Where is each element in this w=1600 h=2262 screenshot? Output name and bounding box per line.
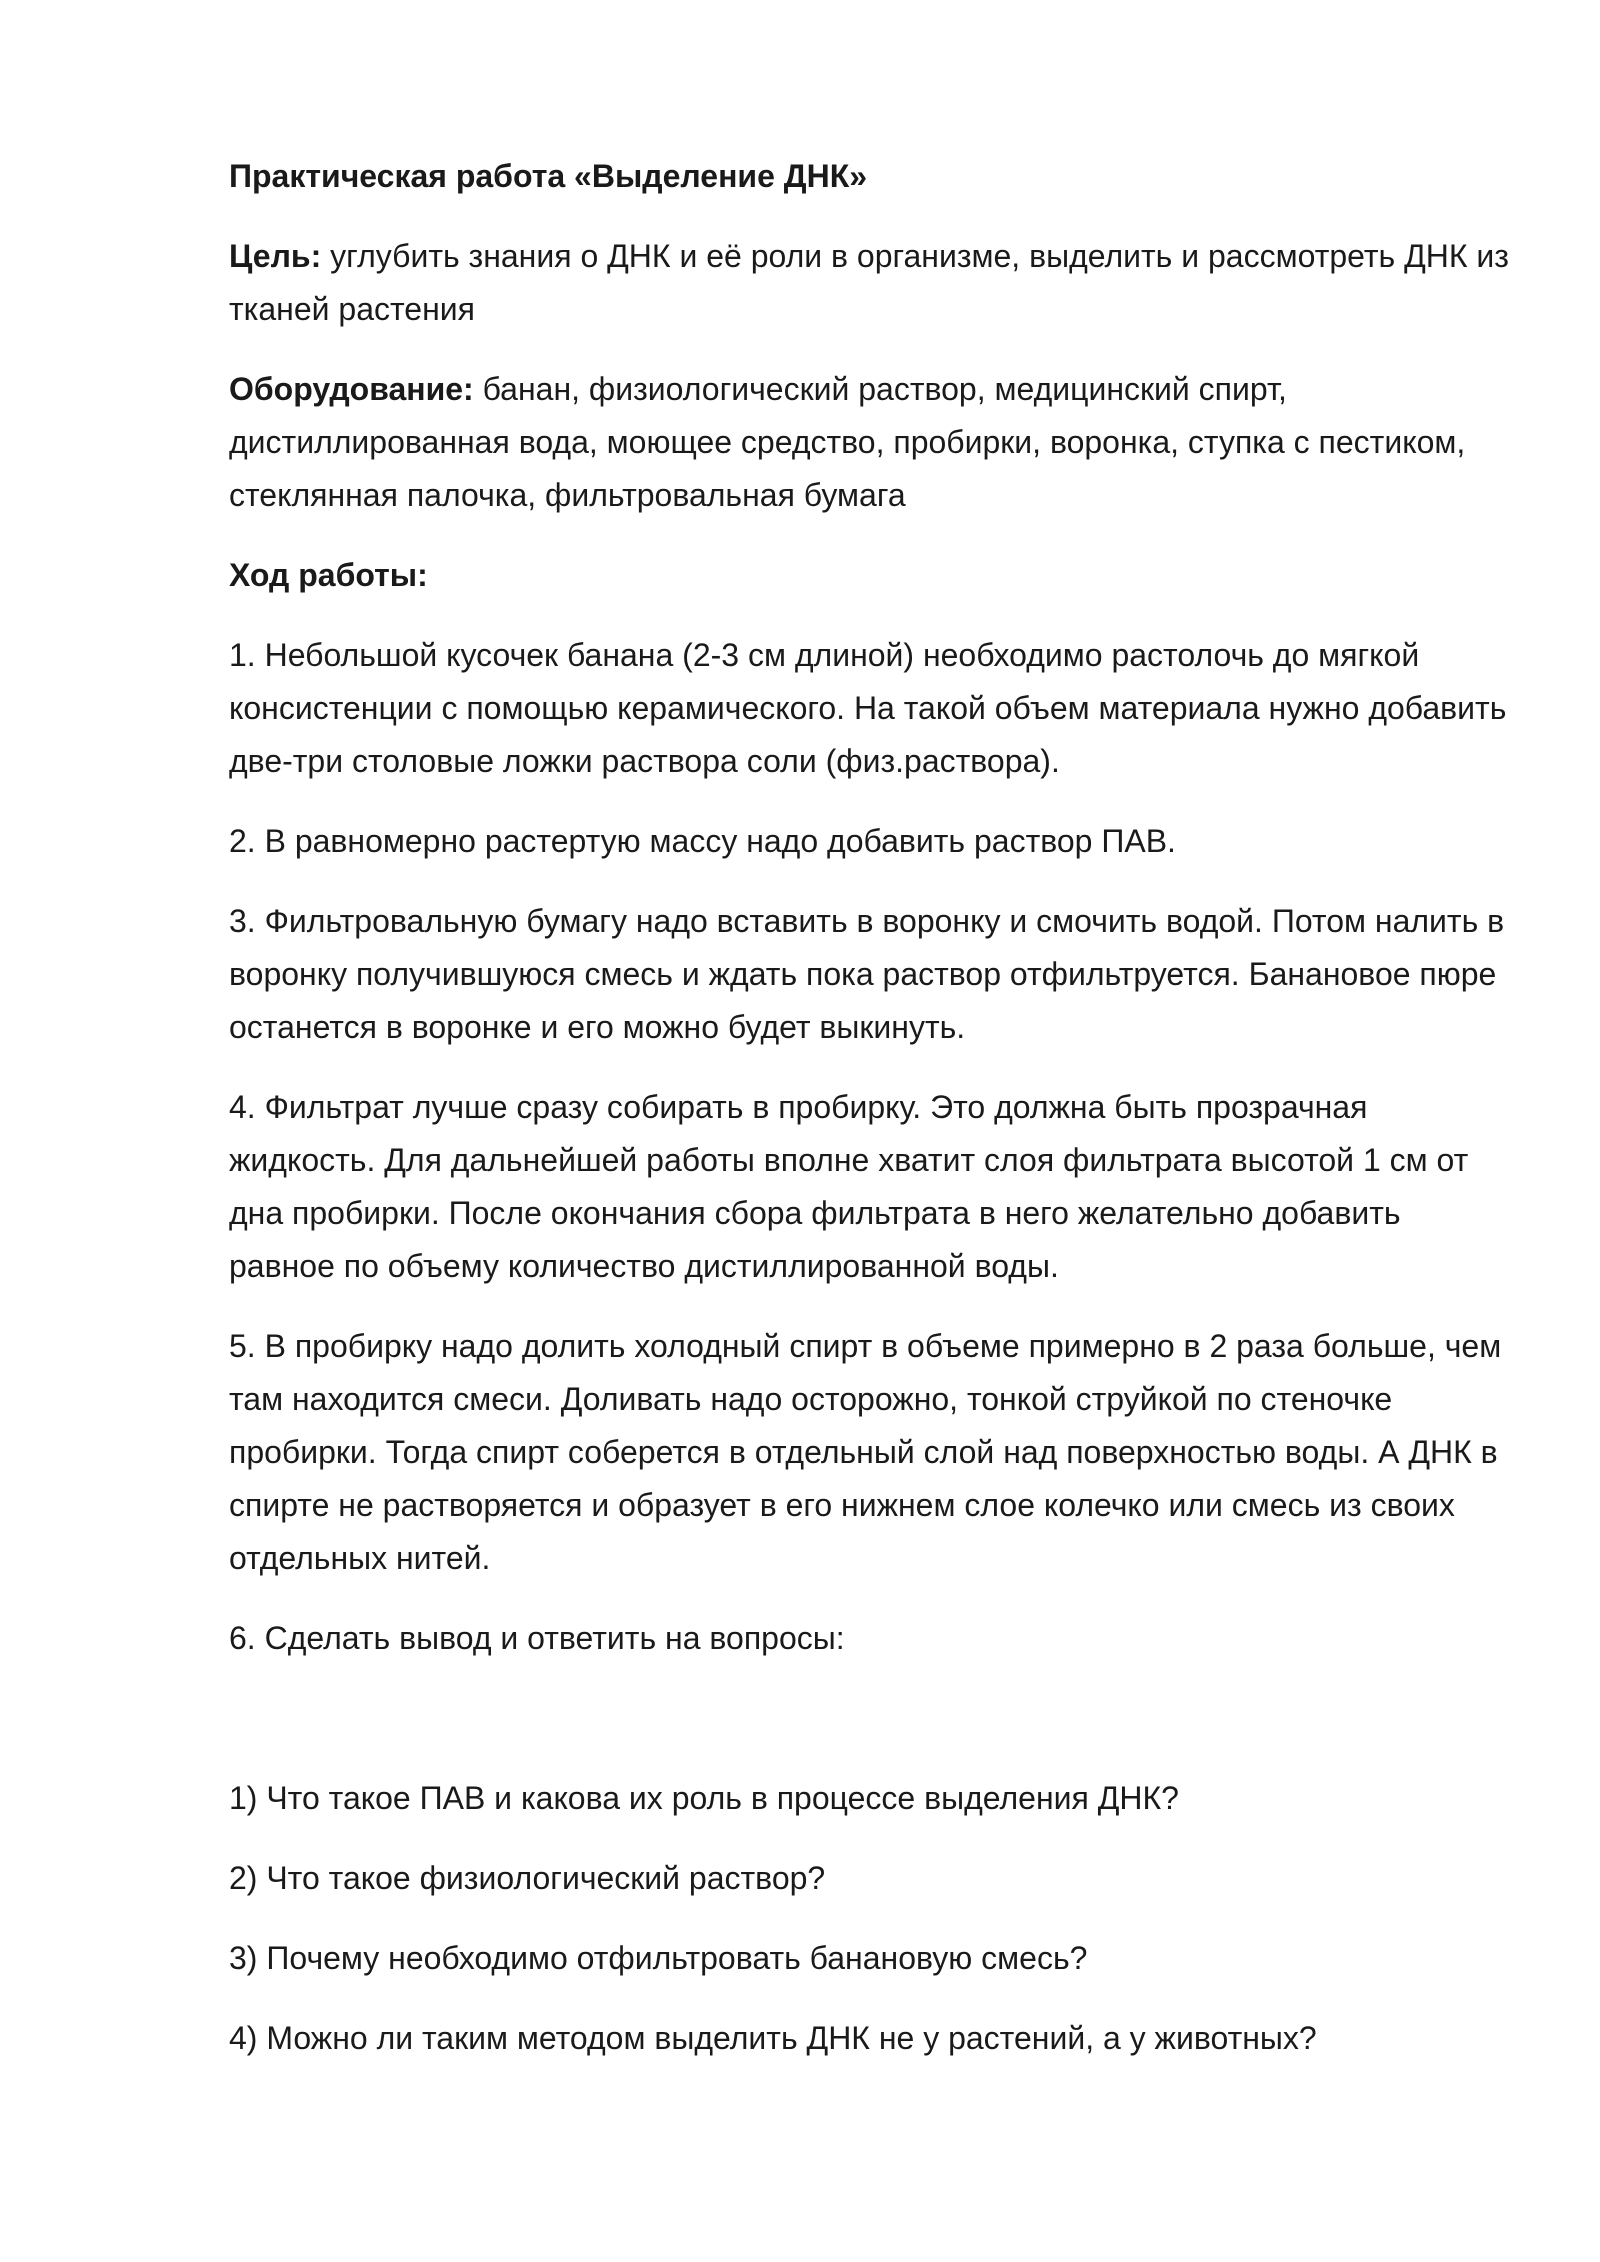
procedure-heading: Ход работы: [229, 557, 428, 593]
document-title: Практическая работа «Выделение ДНК» [229, 158, 868, 194]
goal-paragraph [229, 230, 1509, 336]
questions-list [229, 1772, 1509, 2065]
procedure-step: 1. Небольшой кусочек банана (2-3 см длиной) необходимо растолочь до мягкой консистенции с помощью керамического. На такой объем материала нужно добавить две-три столовые ложки раствора соли (физ.раствора). [229, 637, 1507, 779]
procedure-steps [229, 629, 1509, 1665]
procedure-step: 4. Фильтрат лучше сразу собирать в пробирку. Это должна быть прозрачная жидкость. Для дальнейшей работы вполне хватит слоя фильтрата высотой 1 см от дна пробирки. После окончания сбора фильтрата в него желательно добавить равное по объему количество дистиллированной воды. [229, 1089, 1469, 1284]
procedure-step: 6. Сделать вывод и ответить на вопросы: [229, 1620, 845, 1656]
question-item: 4) Можно ли таким методом выделить ДНК не у растений, а у животных? [229, 2020, 1317, 2056]
equipment-label: Оборудование: [229, 371, 474, 407]
goal-text: углубить знания о ДНК и её роли в организме, выделить и рассмотреть ДНК из тканей растения [229, 238, 1509, 327]
procedure-step: 2. В равномерно растертую массу надо добавить раствор ПАВ. [229, 823, 1176, 859]
question-item: 2) Что такое физиологический раствор? [229, 1860, 826, 1896]
question-item: 3) Почему необходимо отфильтровать банановую смесь? [229, 1940, 1088, 1976]
goal-label: Цель: [229, 238, 322, 274]
procedure-step: 5. В пробирку надо долить холодный спирт в объеме примерно в 2 раза больше, чем там находится смеси. Доливать надо осторожно, тонкой струйкой по стеночке пробирки. Тогда спирт соберется в отдельный слой над поверхностью воды. А ДНК в спирте не растворяется и образует в его нижнем слое колечко или смесь из своих отдельных нитей. [229, 1328, 1502, 1576]
equipment-text: банан, физиологический раствор, медицинский спирт, дистиллированная вода, моющее средство, пробирки, воронка, ступка с пестиком, стеклянная палочка, фильтровальная бумага [229, 371, 1466, 513]
spacer [229, 1692, 1509, 1772]
procedure-step: 3. Фильтровальную бумагу надо вставить в воронку и смочить водой. Потом налить в воронку получившуюся смесь и ждать пока раствор отфильтруется. Банановое пюре останется в воронке и его можно будет выкинуть. [229, 903, 1505, 1045]
question-item: 1) Что такое ПАВ и какова их роль в процессе выделения ДНК? [229, 1780, 1179, 1816]
equipment-paragraph [229, 363, 1509, 522]
document-page [229, 150, 1509, 2092]
